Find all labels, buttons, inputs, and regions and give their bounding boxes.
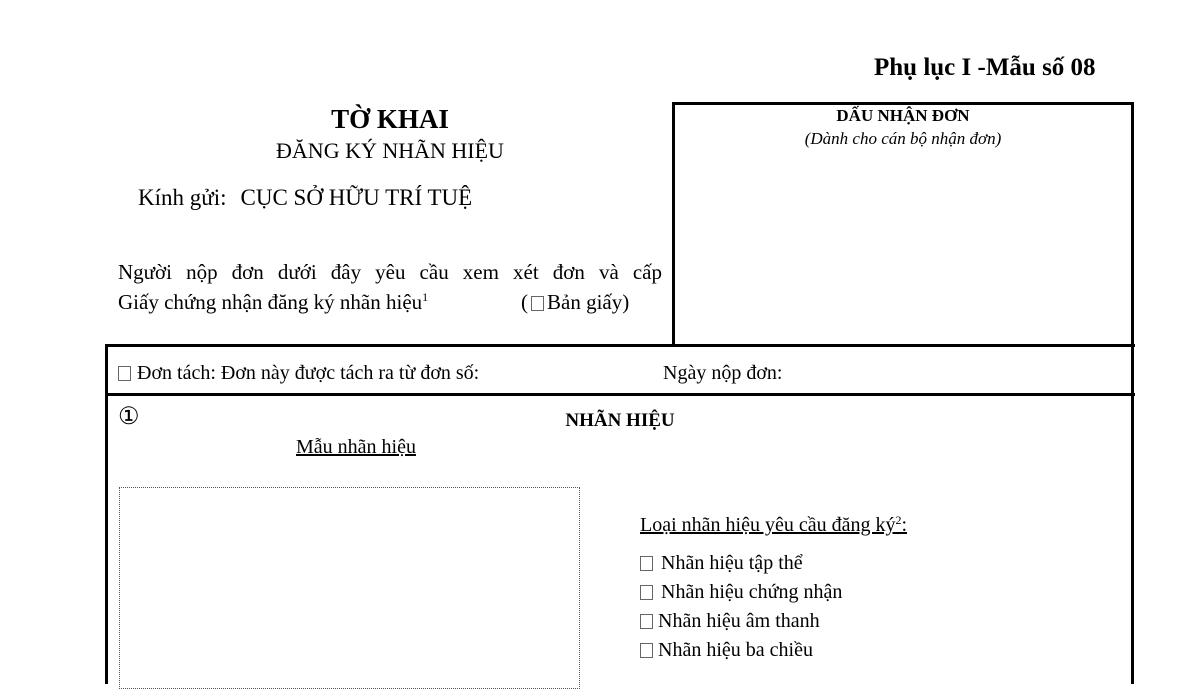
option-sound-mark-label: Nhãn hiệu âm thanh: [658, 610, 820, 632]
trademark-types-colon: :: [901, 514, 908, 536]
request-line-2-text: Giấy chứng nhận đăng ký nhãn hiệu: [118, 290, 423, 314]
option-sound-mark-checkbox[interactable]: [640, 614, 653, 629]
receipt-stamp-title: DẤU NHẬN ĐƠN: [836, 106, 970, 125]
recipient-label: Kính gửi:: [138, 185, 227, 210]
appendix-label: Phụ lục I -Mẫu số 08: [874, 54, 1096, 81]
option-certification-mark-checkbox[interactable]: [640, 585, 653, 600]
option-certification-mark-label: Nhãn hiệu chứng nhận: [661, 581, 843, 603]
form-subtitle: ĐĂNG KÝ NHÃN HIỆU: [276, 138, 504, 163]
paper-copy-option: [521, 290, 629, 315]
divider-middle: [105, 393, 1135, 396]
option-collective-mark-checkbox[interactable]: [640, 556, 653, 571]
option-3d-mark: [640, 639, 813, 662]
frame-left: [105, 344, 108, 684]
recipient-name: CỤC SỞ HỮU TRÍ TUỆ: [240, 185, 473, 210]
paper-open-paren: (: [521, 290, 528, 314]
filing-date-label: Ngày nộp đơn:: [663, 362, 783, 384]
request-line-2: [118, 290, 428, 315]
option-collective-mark-label: Nhãn hiệu tập thể: [661, 552, 803, 574]
trademark-sample-area[interactable]: [119, 487, 580, 689]
paper-copy-label: Bản giấy): [547, 290, 630, 314]
trademark-types-text: Loại nhãn hiệu yêu cầu đăng ký: [640, 514, 896, 536]
receipt-stamp-note: (Dành cho cán bộ nhận đơn): [804, 129, 1002, 148]
option-certification-mark: [640, 581, 842, 604]
paper-copy-checkbox[interactable]: [531, 296, 544, 311]
trademark-sample-label: Mẫu nhãn hiệu: [296, 436, 416, 458]
section-number: ①: [118, 404, 140, 430]
option-sound-mark: [640, 610, 820, 633]
option-3d-mark-checkbox[interactable]: [640, 643, 653, 658]
option-collective-mark: [640, 552, 803, 575]
split-application-checkbox[interactable]: [118, 366, 131, 381]
trademark-types-label: [640, 513, 907, 537]
recipient-line: [138, 185, 472, 211]
split-application-label: Đơn tách: Đơn này được tách ra từ đơn số:: [137, 362, 480, 384]
footnote-2: 2: [895, 513, 902, 527]
split-application-row: [118, 362, 479, 385]
section-title: NHÃN HIỆU: [565, 410, 675, 431]
option-3d-mark-label: Nhãn hiệu ba chiều: [658, 639, 813, 661]
form-title: TỜ KHAI: [331, 104, 449, 134]
request-line-1: Người nộp đơn dưới đây yêu cầu xem xét đơn và cấp: [118, 260, 662, 284]
divider-top: [105, 344, 1135, 347]
footnote-1: 1: [422, 290, 429, 304]
frame-right: [1131, 344, 1134, 684]
